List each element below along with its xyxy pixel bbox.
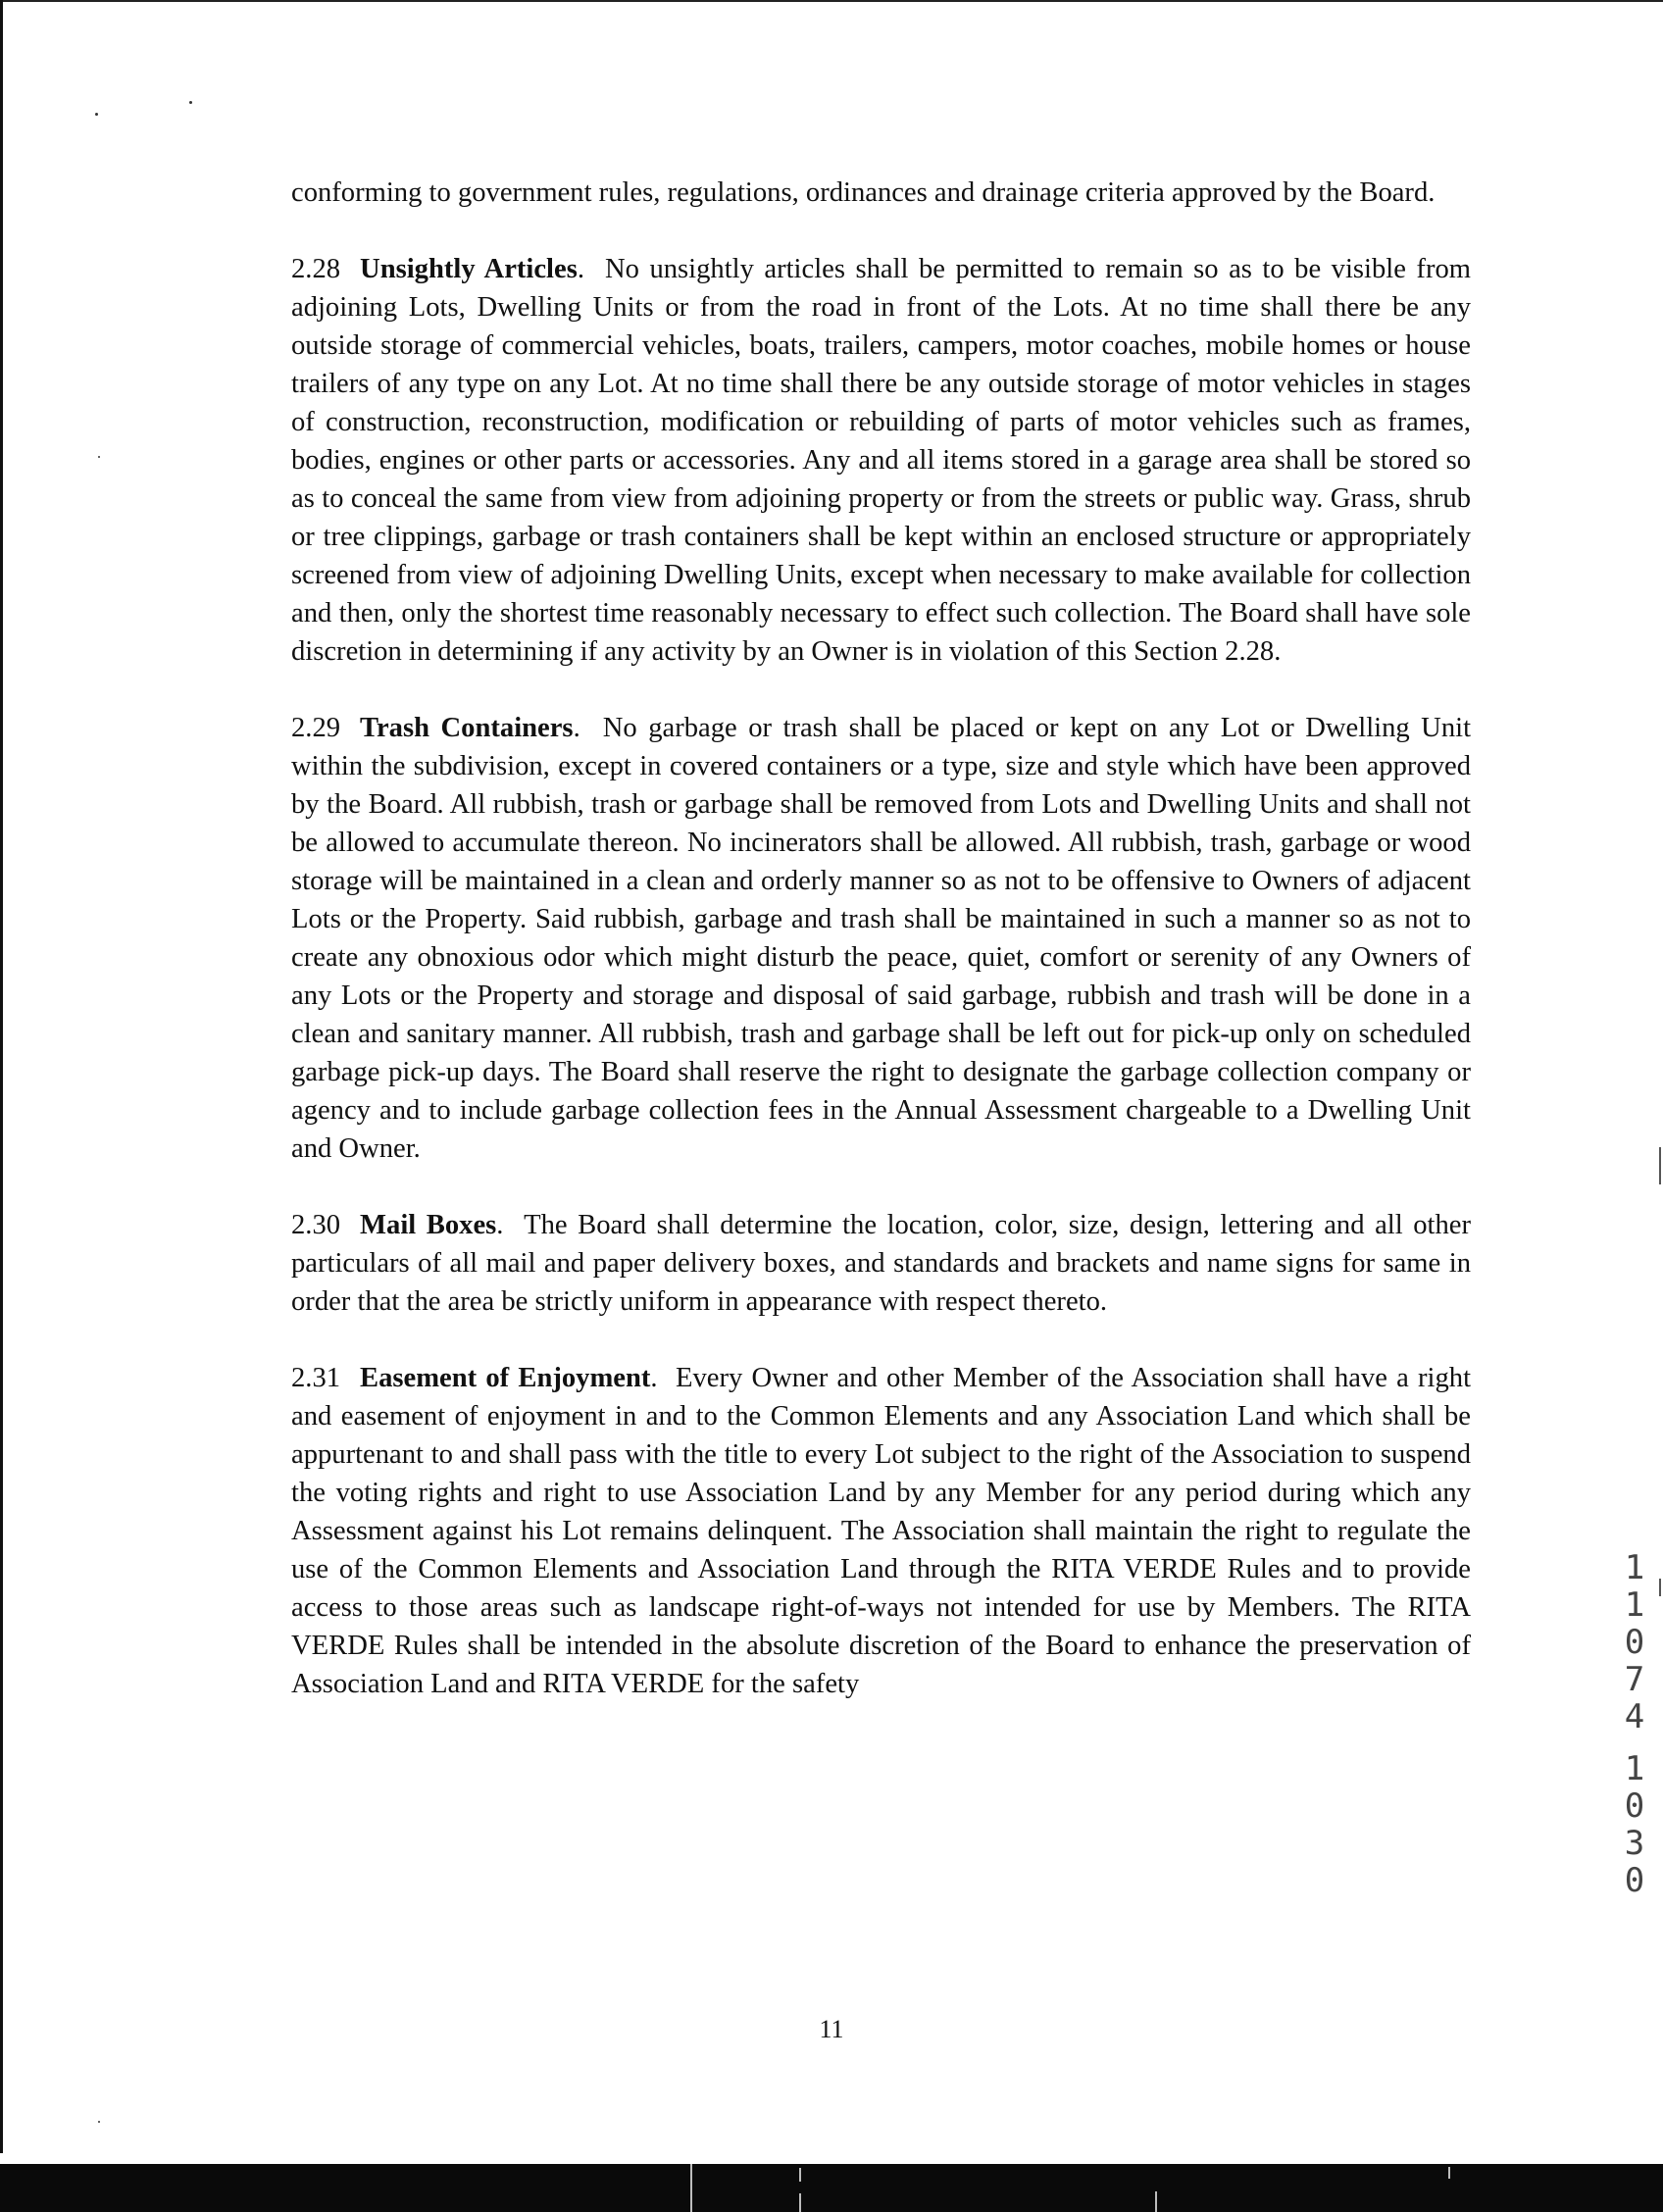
scan-speck (95, 113, 98, 116)
heading-period: . (577, 254, 584, 284)
section-number: 2.30 (291, 1210, 341, 1240)
heading-period: . (496, 1210, 504, 1240)
scan-speck (189, 101, 192, 104)
stamp-digit: 1 (1624, 1548, 1645, 1587)
section-number: 2.29 (291, 713, 341, 743)
scan-bottom-band (0, 2164, 1663, 2212)
section-number: 2.31 (291, 1363, 341, 1393)
section-body: Every Owner and other Member of the Association shall have a right and easement of enjoyment in and to the Common Elements and any Association Land which shall be appurtenant to and shall pass with the title to every Lot subject to the right of the Association to suspend the voting rights and right to use Association Land by any Member for any period during which any Assessment against his Lot remains delinquent. The Association shall maintain the right to regulate the use of the Common Elements and Association Land through the RITA VERDE Rules and to provide access to those areas such as landscape right-of-ways not intended for use by Members. The RITA VERDE Rules shall be intended in the absolute discretion of the Board to enhance the preservation of Association Land and RITA VERDE for the safety (291, 1363, 1472, 1699)
section-2-28 (291, 250, 1471, 671)
document-body (291, 174, 1471, 1741)
recording-stamp-page (1619, 1750, 1650, 1899)
intro-text: conforming to government rules, regulations, ordinances and drainage criteria approved by the Board. (291, 177, 1436, 208)
scan-top-edge (0, 0, 1663, 2)
scan-band-tick (1155, 2191, 1157, 2212)
section-body: No garbage or trash shall be placed or kept on any Lot or Dwelling Unit within the subdivision, except in covered containers or a type, size and style which have been approved by the Board. All rubbish, trash or garbage shall be removed from Lots and Dwelling Units and shall not be allowed to accumulate thereon. No incinerators shall be allowed. All rubbish, trash, garbage or wood storage will be maintained in a clean and orderly manner so as not to be offensive to Owners of adjacent Lots or the Property. Said rubbish, garbage and trash shall be maintained in such a manner so as not to create any obnoxious odor which might disturb the peace, quiet, comfort or serenity of any Owners of any Lots or the Property and storage and disposal of said garbage, rubbish and trash will be done in a clean and sanitary manner. All rubbish, trash and garbage shall be left out for pick-up only on scheduled garbage pick-up days. The Board shall reserve the right to designate the garbage collection company or agency and to include garbage collection fees in the Annual Assessment chargeable to a Dwelling Unit and Owner. (291, 713, 1472, 1164)
section-number: 2.28 (291, 254, 341, 284)
page-number: 11 (819, 2015, 844, 2043)
section-2-29 (291, 709, 1471, 1168)
stamp-digit: 1 (1624, 1749, 1645, 1788)
scan-band-tick (799, 2193, 801, 2212)
scan-speck (98, 2121, 100, 2123)
recording-stamp-book (1619, 1549, 1650, 1735)
stamp-digit: 0 (1624, 1786, 1645, 1826)
scan-band-tick (690, 2164, 692, 2212)
stamp-digit: 1 (1624, 1585, 1645, 1625)
scan-left-edge (0, 0, 3, 2153)
scan-speck (98, 456, 100, 458)
scan-band-tick (1448, 2167, 1450, 2179)
section-2-30 (291, 1206, 1471, 1321)
intro-paragraph (291, 174, 1471, 212)
heading-period: . (573, 713, 580, 743)
section-body: The Board shall determine the location, color, size, design, lettering and all other particulars of all mail and paper delivery boxes, and standards and brackets and name signs for same in order that the area be strictly uniform in appearance with respect thereto. (291, 1210, 1471, 1317)
stamp-digit: 4 (1624, 1697, 1645, 1736)
stamp-digit: 0 (1624, 1623, 1645, 1662)
section-2-31 (291, 1359, 1471, 1703)
section-body: No unsightly articles shall be permitted to remain so as to be visible from adjoining Lots, Dwelling Units or from the road in front of the Lots. At no time shall there be any outside storage of commercial vehicles, boats, trailers, campers, motor coaches, mobile homes or house trailers of any type on any Lot. At no time shall there be any outside storage of motor vehicles in stages of construction, reconstruction, modification or rebuilding of parts of motor vehicles such as frames, bodies, engines or other parts or accessories. Any and all items stored in a garage area shall be stored so as to conceal the same from view from adjoining property or from the streets or public way. Grass, shrub or tree clippings, garbage or trash containers shall be kept within an enclosed structure or appropriately screened from view of adjoining Dwelling Units, except when necessary to make available for collection and then, only the shortest time reasonably necessary to effect such collection. The Board shall have sole discretion in determining if any activity by an Owner is in violation of this Section 2.28. (291, 254, 1472, 667)
stamp-digit: 3 (1624, 1824, 1645, 1863)
section-heading: Unsightly Articles (360, 254, 578, 284)
scan-band-tick (799, 2168, 801, 2182)
scan-right-mark (1659, 1147, 1661, 1184)
section-heading: Easement of Enjoyment (360, 1363, 651, 1393)
scan-right-mark (1659, 1579, 1661, 1596)
stamp-digit: 0 (1624, 1861, 1645, 1900)
heading-period: . (650, 1363, 658, 1393)
section-heading: Mail Boxes (360, 1210, 497, 1240)
stamp-digit: 7 (1624, 1660, 1645, 1699)
section-heading: Trash Containers (360, 713, 574, 743)
